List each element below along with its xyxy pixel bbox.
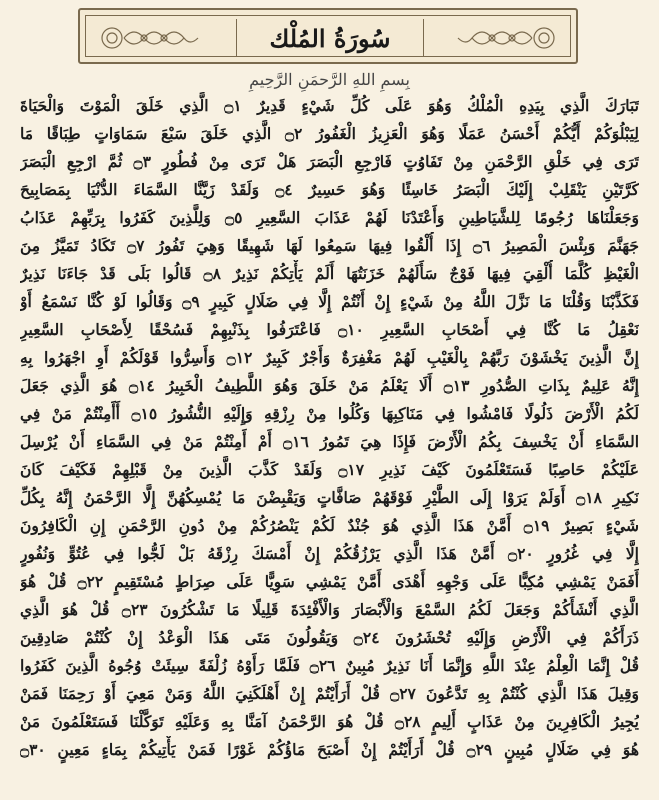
text-line: هُوَ فِي ضَلَالٍ مُبِينٍ ۝٢٩ قُلْ أَرَأَيْتُمْ إِنْ أَصْبَحَ مَاؤُكُمْ غَوْرًا فَمَنْ يَأْتِيكُمْ بِمَاءٍ مَعِينٍ ۝٣٠ xyxy=(20,740,639,759)
text-line: كَرَّتَيْنِ يَنْقَلِبْ إِلَيْكَ الْبَصَرُ خَاسِئًا وَهُوَ حَسِيرٌ ۝٤ وَلَقَدْ زَيَّنَّا السَّمَاءَ الدُّنْيَا بِمَصَابِيحَ xyxy=(20,180,639,199)
text-line: ذَرَأَكُمْ فِي الْأَرْضِ وَإِلَيْهِ تُحْشَرُونَ ۝٢٤ وَيَقُولُونَ مَتَى هَذَا الْوَعْدُ إِنْ كُنْتُمْ صَادِقِينَ xyxy=(20,628,639,647)
text-line: لِيَبْلُوَكُمْ أَيُّكُمْ أَحْسَنُ عَمَلًا وَهُوَ الْعَزِيزُ الْغَفُورُ ۝٢ الَّذِي خَلَقَ سَبْعَ سَمَاوَاتٍ طِبَاقًا مَا xyxy=(20,124,639,143)
text-line: أَفَمَنْ يَمْشِي مُكِبًّا عَلَى وَجْهِهِ أَهْدَى أَمَّنْ يَمْشِي سَوِيًّا عَلَى صِرَاطٍ مُسْتَقِيمٍ ۝٢٢ قُلْ هُوَ xyxy=(20,572,639,591)
text-line: إِلَّا فِي غُرُورٍ ۝٢٠ أَمَّنْ هَذَا الَّذِي يَرْزُقُكُمْ إِنْ أَمْسَكَ رِزْقَهُ بَلْ لَجُّوا فِي عُتُوٍّ وَنُفُورٍ xyxy=(20,544,639,563)
text-line: تَرَى فِي خَلْقِ الرَّحْمَنِ مِنْ تَفَاوُتٍ فَارْجِعِ الْبَصَرَ هَلْ تَرَى مِنْ فُطُورٍ ۝٣ ثُمَّ ارْجِعِ الْبَصَرَ xyxy=(20,152,639,171)
text-line: وَقِيلَ هَذَا الَّذِي كُنْتُمْ بِهِ تَدَّعُونَ ۝٢٧ قُلْ أَرَأَيْتُمْ إِنْ أَهْلَكَنِيَ اللَّهُ وَمَنْ مَعِيَ أَوْ رَحِمَنَا فَمَنْ xyxy=(20,684,639,703)
right-ornament-icon xyxy=(452,22,562,54)
text-line: إِنَّهُ عَلِيمٌ بِذَاتِ الصُّدُورِ ۝١٣ أَلَا يَعْلَمُ مَنْ خَلَقَ وَهُوَ اللَّطِيفُ الْخَبِيرُ ۝١٤ هُوَ الَّذِي جَعَلَ xyxy=(20,376,639,395)
surah-header-inner-border xyxy=(85,15,571,57)
text-line: نَعْقِلُ مَا كُنَّا فِي أَصْحَابِ السَّعِيرِ ۝١٠ فَاعْتَرَفُوا بِذَنْبِهِمْ فَسُحْقًا لِأَصْحَابِ السَّعِيرِ xyxy=(20,320,639,339)
text-line: وَجَعَلْنَاهَا رُجُومًا لِلشَّيَاطِينِ وَأَعْتَدْنَا لَهُمْ عَذَابَ السَّعِيرِ ۝٥ وَلِلَّذِينَ كَفَرُوا بِرَبِّهِمْ عَذَابُ xyxy=(20,208,639,227)
text-line: إِنَّ الَّذِينَ يَخْشَوْنَ رَبَّهُمْ بِالْغَيْبِ لَهُمْ مَغْفِرَةٌ وَأَجْرٌ كَبِيرٌ ۝١٢ وَأَسِرُّوا قَوْلَكُمْ أَوِ اجْهَرُوا بِهِ xyxy=(20,348,639,367)
text-line: تَبَارَكَ الَّذِي بِيَدِهِ الْمُلْكُ وَهُوَ عَلَى كُلِّ شَيْءٍ قَدِيرٌ ۝١ الَّذِي خَلَقَ الْمَوْتَ وَالْحَيَاةَ xyxy=(20,96,639,115)
text-line: جَهَنَّمَ وَبِئْسَ الْمَصِيرُ ۝٦ إِذَا أُلْقُوا فِيهَا سَمِعُوا لَهَا شَهِيقًا وَهِيَ تَفُورُ ۝٧ تَكَادُ تَمَيَّزُ مِنَ xyxy=(20,236,639,255)
quran-text-block xyxy=(20,92,639,764)
text-line: الْغَيْظِ كُلَّمَا أُلْقِيَ فِيهَا فَوْجٌ سَأَلَهُمْ خَزَنَتُهَا أَلَمْ يَأْتِكُمْ نَذِيرٌ ۝٨ قَالُوا بَلَى قَدْ جَاءَنَا نَذِيرٌ xyxy=(20,264,639,283)
surah-title: سُورَةُ المُلْك xyxy=(269,23,391,53)
text-line: شَيْءٍ بَصِيرٌ ۝١٩ أَمَّنْ هَذَا الَّذِي هُوَ جُنْدٌ لَكُمْ يَنْصُرُكُمْ مِنْ دُونِ الرَّحْمَنِ إِنِ الْكَافِرُونَ xyxy=(20,516,639,535)
text-line: يُجِيرُ الْكَافِرِينَ مِنْ عَذَابٍ أَلِيمٍ ۝٢٨ قُلْ هُوَ الرَّحْمَنُ آمَنَّا بِهِ وَعَلَيْهِ تَوَكَّلْنَا فَسَتَعْلَمُونَ مَنْ xyxy=(20,712,639,731)
text-line: فَكَذَّبْنَا وَقُلْنَا مَا نَزَّلَ اللَّهُ مِنْ شَيْءٍ إِنْ أَنْتُمْ إِلَّا فِي ضَلَالٍ كَبِيرٍ ۝٩ وَقَالُوا لَوْ كُنَّا نَسْمَعُ أَوْ xyxy=(20,292,639,311)
text-line: الَّذِي أَنْشَأَكُمْ وَجَعَلَ لَكُمُ السَّمْعَ وَالْأَبْصَارَ وَالْأَفْئِدَةَ قَلِيلًا مَا تَشْكُرُونَ ۝٢٣ قُلْ هُوَ الَّذِي xyxy=(20,600,639,619)
text-line: السَّمَاءِ أَنْ يَخْسِفَ بِكُمُ الْأَرْضَ فَإِذَا هِيَ تَمُورُ ۝١٦ أَمْ أَمِنْتُمْ مَنْ فِي السَّمَاءِ أَنْ يُرْسِلَ xyxy=(20,432,639,451)
text-line: لَكُمُ الْأَرْضَ ذَلُولًا فَامْشُوا فِي مَنَاكِبِهَا وَكُلُوا مِنْ رِزْقِهِ وَإِلَيْهِ النُّشُورُ ۝١٥ أَأَمِنْتُمْ مَنْ فِي xyxy=(20,404,639,423)
surah-title-cartouche xyxy=(236,19,424,57)
basmala: بِسمِ اللهِ الرَّحمَنِ الرَّحِيمِ xyxy=(249,70,410,89)
surah-header-frame xyxy=(78,8,578,64)
text-line: نَكِيرِ ۝١٨ أَوَلَمْ يَرَوْا إِلَى الطَّيْرِ فَوْقَهُمْ صَافَّاتٍ وَيَقْبِضْنَ مَا يُمْسِكُهُنَّ إِلَّا الرَّحْمَنُ إِنَّهُ بِكُلِّ xyxy=(20,488,639,507)
text-line: قُلْ إِنَّمَا الْعِلْمُ عِنْدَ اللَّهِ وَإِنَّمَا أَنَا نَذِيرٌ مُبِينٌ ۝٢٦ فَلَمَّا رَأَوْهُ زُلْفَةً سِيئَتْ وُجُوهُ الَّذِينَ كَفَرُوا xyxy=(20,656,639,675)
text-line: عَلَيْكُمْ حَاصِبًا فَسَتَعْلَمُونَ كَيْفَ نَذِيرِ ۝١٧ وَلَقَدْ كَذَّبَ الَّذِينَ مِنْ قَبْلِهِمْ فَكَيْفَ كَانَ xyxy=(20,460,639,479)
left-ornament-icon xyxy=(94,22,204,54)
